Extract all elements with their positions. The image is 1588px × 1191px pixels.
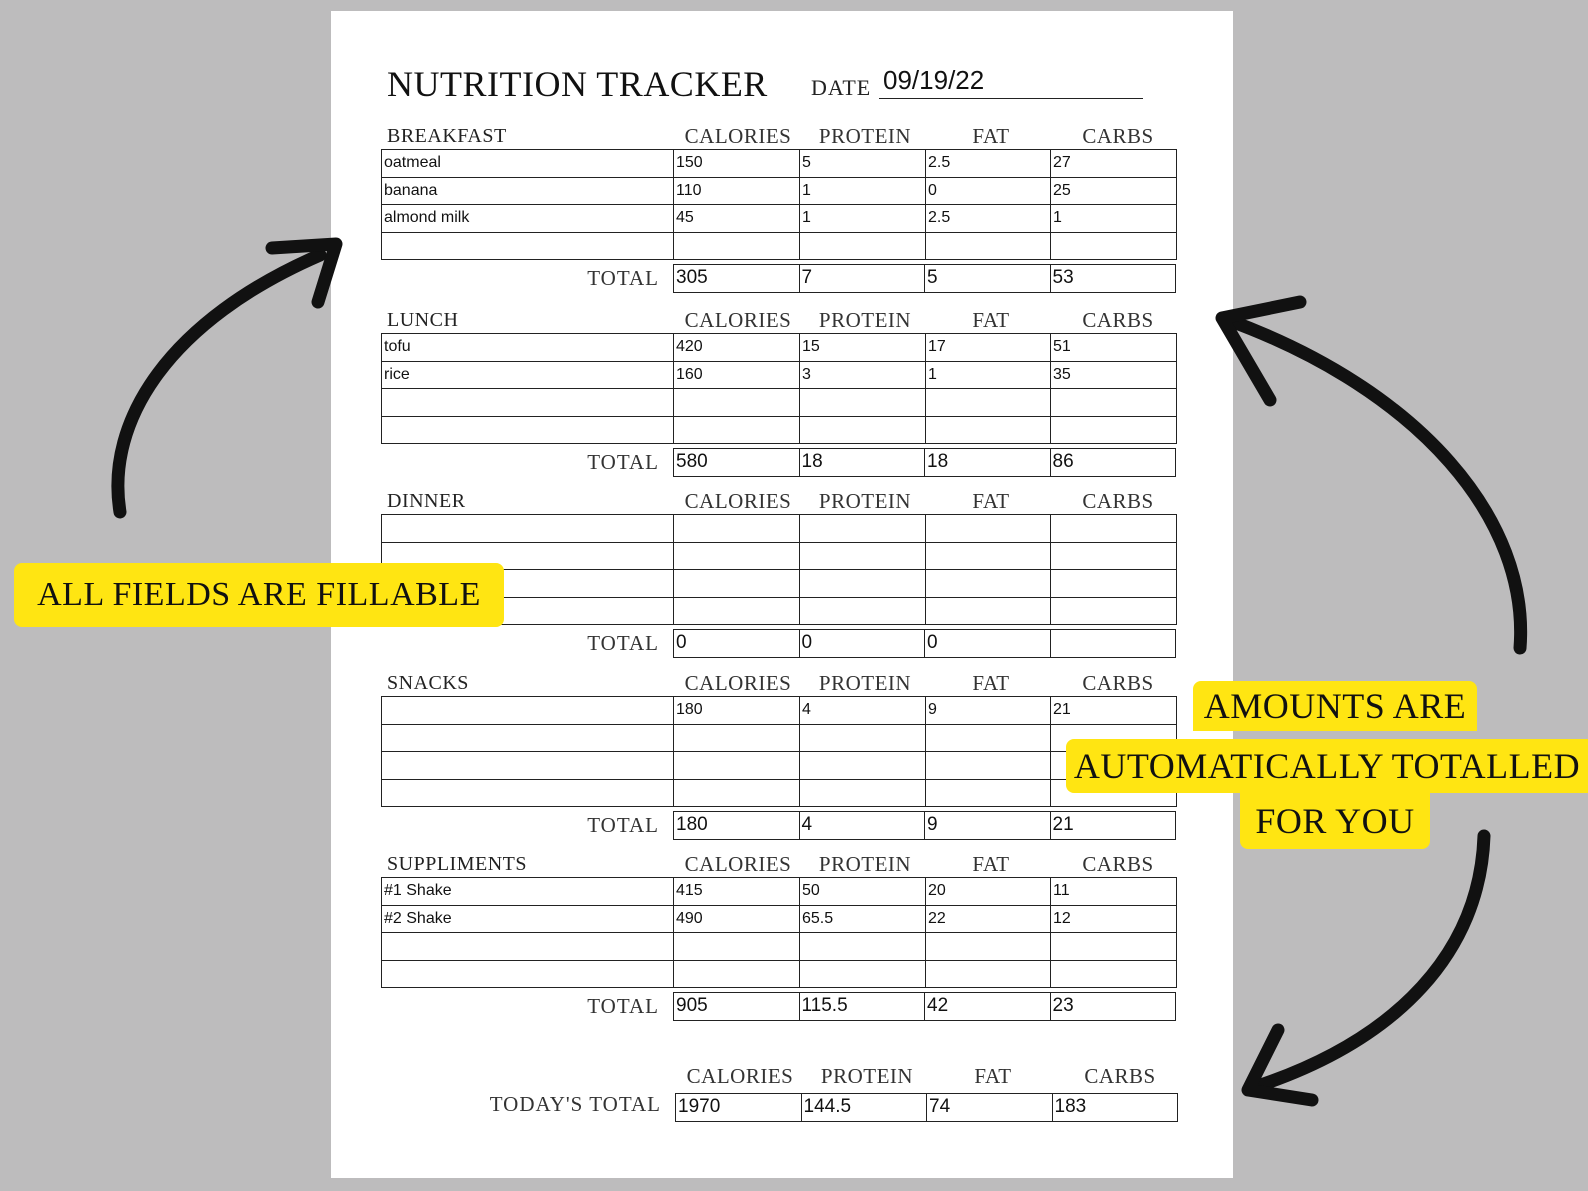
section-title: BREAKFAST — [387, 125, 507, 147]
food-field[interactable]: rice — [382, 361, 674, 389]
date-label: DATE — [811, 75, 872, 100]
total-fat: 18 — [925, 449, 1051, 477]
carbs-field[interactable]: 12 — [1051, 905, 1177, 933]
calories-field[interactable]: 150 — [674, 150, 800, 178]
column-header-protein: PROTEIN — [818, 852, 912, 876]
auto-total-line-3: FOR YOU — [1240, 793, 1430, 849]
total-carbs: 53 — [1050, 265, 1176, 293]
food-field[interactable]: #2 Shake — [382, 905, 674, 933]
total-protein: 0 — [799, 630, 925, 658]
arrow-right-down-icon — [1252, 836, 1484, 1088]
section-title: LUNCH — [387, 309, 459, 331]
grand-column-header-calories: CALORIES — [686, 1064, 794, 1088]
total-label: TOTAL — [587, 266, 659, 290]
grand-total-fat: 74 — [927, 1094, 1053, 1122]
total-calories: 905 — [674, 993, 800, 1021]
protein-field[interactable]: 65.5 — [800, 905, 926, 933]
fat-field[interactable]: 1 — [926, 361, 1051, 389]
total-label: TOTAL — [587, 631, 659, 655]
total-calories: 0 — [674, 630, 800, 658]
total-fat: 0 — [925, 630, 1051, 658]
column-header-calories: CALORIES — [684, 308, 792, 332]
calories-field[interactable]: 420 — [674, 334, 800, 362]
column-header-fat: FAT — [972, 308, 1010, 332]
total-label: TOTAL — [587, 994, 659, 1018]
calories-field[interactable]: 415 — [674, 878, 800, 906]
total-calories: 580 — [674, 449, 800, 477]
total-protein: 7 — [799, 265, 925, 293]
column-header-fat: FAT — [972, 852, 1010, 876]
calories-field[interactable]: 180 — [674, 697, 800, 725]
carbs-field[interactable]: 27 — [1051, 150, 1177, 178]
calories-field[interactable]: 110 — [674, 177, 800, 205]
column-header-calories: CALORIES — [684, 489, 792, 513]
total-protein: 4 — [799, 812, 925, 840]
food-field[interactable]: banana — [382, 177, 674, 205]
carbs-field[interactable]: 51 — [1051, 334, 1177, 362]
carbs-field[interactable]: 1 — [1051, 205, 1177, 233]
food-field[interactable]: almond milk — [382, 205, 674, 233]
page-title: NUTRITION TRACKER — [387, 64, 768, 104]
fat-field[interactable]: 9 — [926, 697, 1051, 725]
auto-total-line-1: AMOUNTS ARE — [1193, 681, 1477, 731]
fat-field[interactable]: 17 — [926, 334, 1051, 362]
grand-column-header-protein: PROTEIN — [820, 1064, 914, 1088]
column-header-calories: CALORIES — [684, 124, 792, 148]
total-carbs: 86 — [1050, 449, 1176, 477]
carbs-field[interactable]: 11 — [1051, 878, 1177, 906]
food-field[interactable]: #1 Shake — [382, 878, 674, 906]
grand-total-protein: 144.5 — [801, 1094, 927, 1122]
total-protein: 18 — [799, 449, 925, 477]
fat-field[interactable]: 0 — [926, 177, 1051, 205]
total-carbs: 21 — [1050, 812, 1176, 840]
total-calories: 180 — [674, 812, 800, 840]
column-header-calories: CALORIES — [684, 852, 792, 876]
grand-column-header-fat: FAT — [974, 1064, 1012, 1088]
column-header-carbs: CARBS — [1082, 124, 1154, 148]
total-fat: 42 — [925, 993, 1051, 1021]
calories-field[interactable]: 490 — [674, 905, 800, 933]
column-header-protein: PROTEIN — [818, 308, 912, 332]
arrow-left-up-icon — [118, 255, 320, 512]
protein-field[interactable]: 4 — [800, 697, 926, 725]
carbs-field[interactable]: 35 — [1051, 361, 1177, 389]
column-header-protein: PROTEIN — [818, 671, 912, 695]
total-protein: 115.5 — [799, 993, 925, 1021]
carbs-field[interactable]: 21 — [1051, 697, 1177, 725]
total-calories: 305 — [674, 265, 800, 293]
column-header-fat: FAT — [972, 124, 1010, 148]
grand-total-carbs: 183 — [1052, 1094, 1178, 1122]
protein-field[interactable]: 5 — [800, 150, 926, 178]
carbs-field[interactable]: 25 — [1051, 177, 1177, 205]
food-field[interactable]: tofu — [382, 334, 674, 362]
total-label: TOTAL — [587, 450, 659, 474]
fat-field[interactable]: 2.5 — [926, 150, 1051, 178]
protein-field[interactable]: 1 — [800, 177, 926, 205]
column-header-fat: FAT — [972, 671, 1010, 695]
fat-field[interactable]: 2.5 — [926, 205, 1051, 233]
section-title: SUPPLIMENTS — [387, 853, 527, 875]
column-header-protein: PROTEIN — [818, 489, 912, 513]
column-header-protein: PROTEIN — [818, 124, 912, 148]
column-header-carbs: CARBS — [1082, 852, 1154, 876]
total-fat: 5 — [925, 265, 1051, 293]
fat-field[interactable]: 20 — [926, 878, 1051, 906]
protein-field[interactable]: 3 — [800, 361, 926, 389]
section-title: SNACKS — [387, 672, 469, 694]
protein-field[interactable]: 15 — [800, 334, 926, 362]
date-field[interactable]: 09/19/22 — [879, 63, 1143, 99]
column-header-carbs: CARBS — [1082, 308, 1154, 332]
food-field[interactable]: oatmeal — [382, 150, 674, 178]
total-fat: 9 — [925, 812, 1051, 840]
section-title: DINNER — [387, 490, 466, 512]
auto-total-line-2: AUTOMATICALLY TOTALLED — [1066, 739, 1588, 793]
column-header-carbs: CARBS — [1082, 671, 1154, 695]
todays-total-label: TODAY'S TOTAL — [489, 1092, 661, 1116]
total-carbs: 23 — [1050, 993, 1176, 1021]
arrow-right-up-icon — [1228, 320, 1521, 648]
grand-total-calories: 1970 — [676, 1094, 802, 1122]
calories-field[interactable]: 45 — [674, 205, 800, 233]
total-label: TOTAL — [587, 813, 659, 837]
calories-field[interactable]: 160 — [674, 361, 800, 389]
column-header-calories: CALORIES — [684, 671, 792, 695]
protein-field[interactable]: 50 — [800, 878, 926, 906]
grand-column-header-carbs: CARBS — [1084, 1064, 1156, 1088]
fat-field[interactable]: 22 — [926, 905, 1051, 933]
protein-field[interactable]: 1 — [800, 205, 926, 233]
fillable-callout: ALL FIELDS ARE FILLABLE — [14, 563, 504, 627]
column-header-fat: FAT — [972, 489, 1010, 513]
column-header-carbs: CARBS — [1082, 489, 1154, 513]
